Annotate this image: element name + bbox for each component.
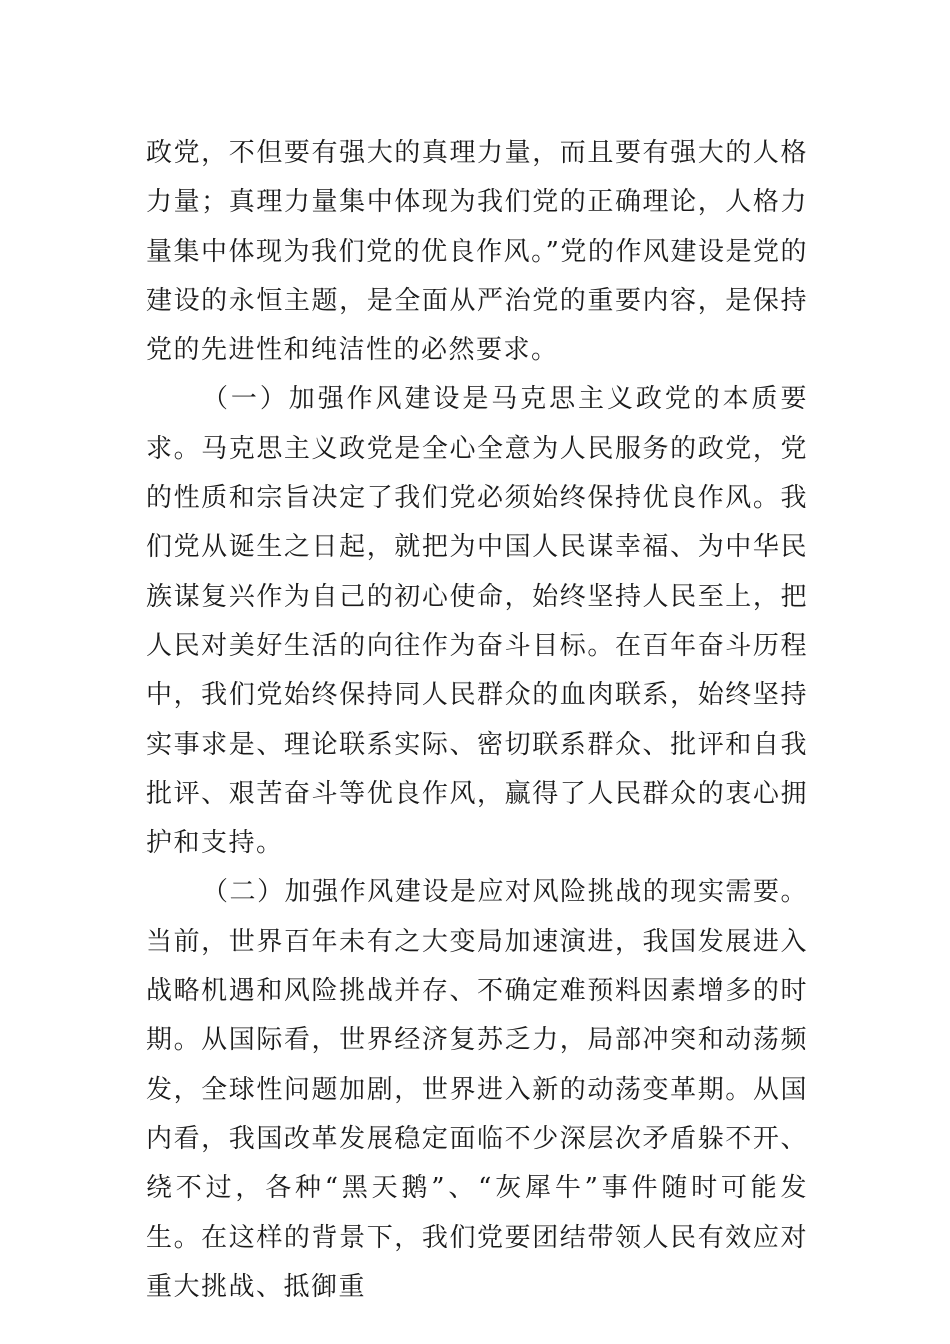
paragraph-section-two: （二）加强作风建设是应对风险挑战的现实需要。当前，世界百年未有之大变局加速演进，我国发展进入战略机遇和风险挑战并存、不确定难预料因素增多的时期。从国际看，世界经济复苏乏力，局部冲突和动荡频发，全球性问题加剧，世界进入新的动荡变革期。从国内看，我国改革发展稳定面临不少深层次矛盾躲不开、绕不过，各种“黑天鹅”、“灰犀牛”事件随时可能发生。在这样的背景下，我们党要团结带领人民有效应对重大挑战、抵御重 <box>146 877 808 1302</box>
paragraph-continuation: 政党，不但要有强大的真理力量，而且要有强大的人格力量；真理力量集中体现为我们党的正确理论，人格力量集中体现为我们党的优良作风。”党的作风建设是党的建设的永恒主题，是全面从严治党的重要内容，是保持党的先进性和纯洁性的必然要求。 <box>146 138 808 366</box>
paragraph-section-one: （一）加强作风建设是马克思主义政党的本质要求。马克思主义政党是全心全意为人民服务的政党，党的性质和宗旨决定了我们党必须始终保持优良作风。我们党从诞生之日起，就把为中国人民谋幸福、为中华民族谋复兴作为自己的初心使命，始终坚持人民至上，把人民对美好生活的向往作为奋斗目标。在百年奋斗历程中，我们党始终保持同人民群众的血肉联系，始终坚持实事求是、理论联系实际、密切联系群众、批评和自我批评、艰苦奋斗等优良作风，赢得了人民群众的衷心拥护和支持。 <box>146 384 808 859</box>
document-body <box>146 129 808 1312</box>
